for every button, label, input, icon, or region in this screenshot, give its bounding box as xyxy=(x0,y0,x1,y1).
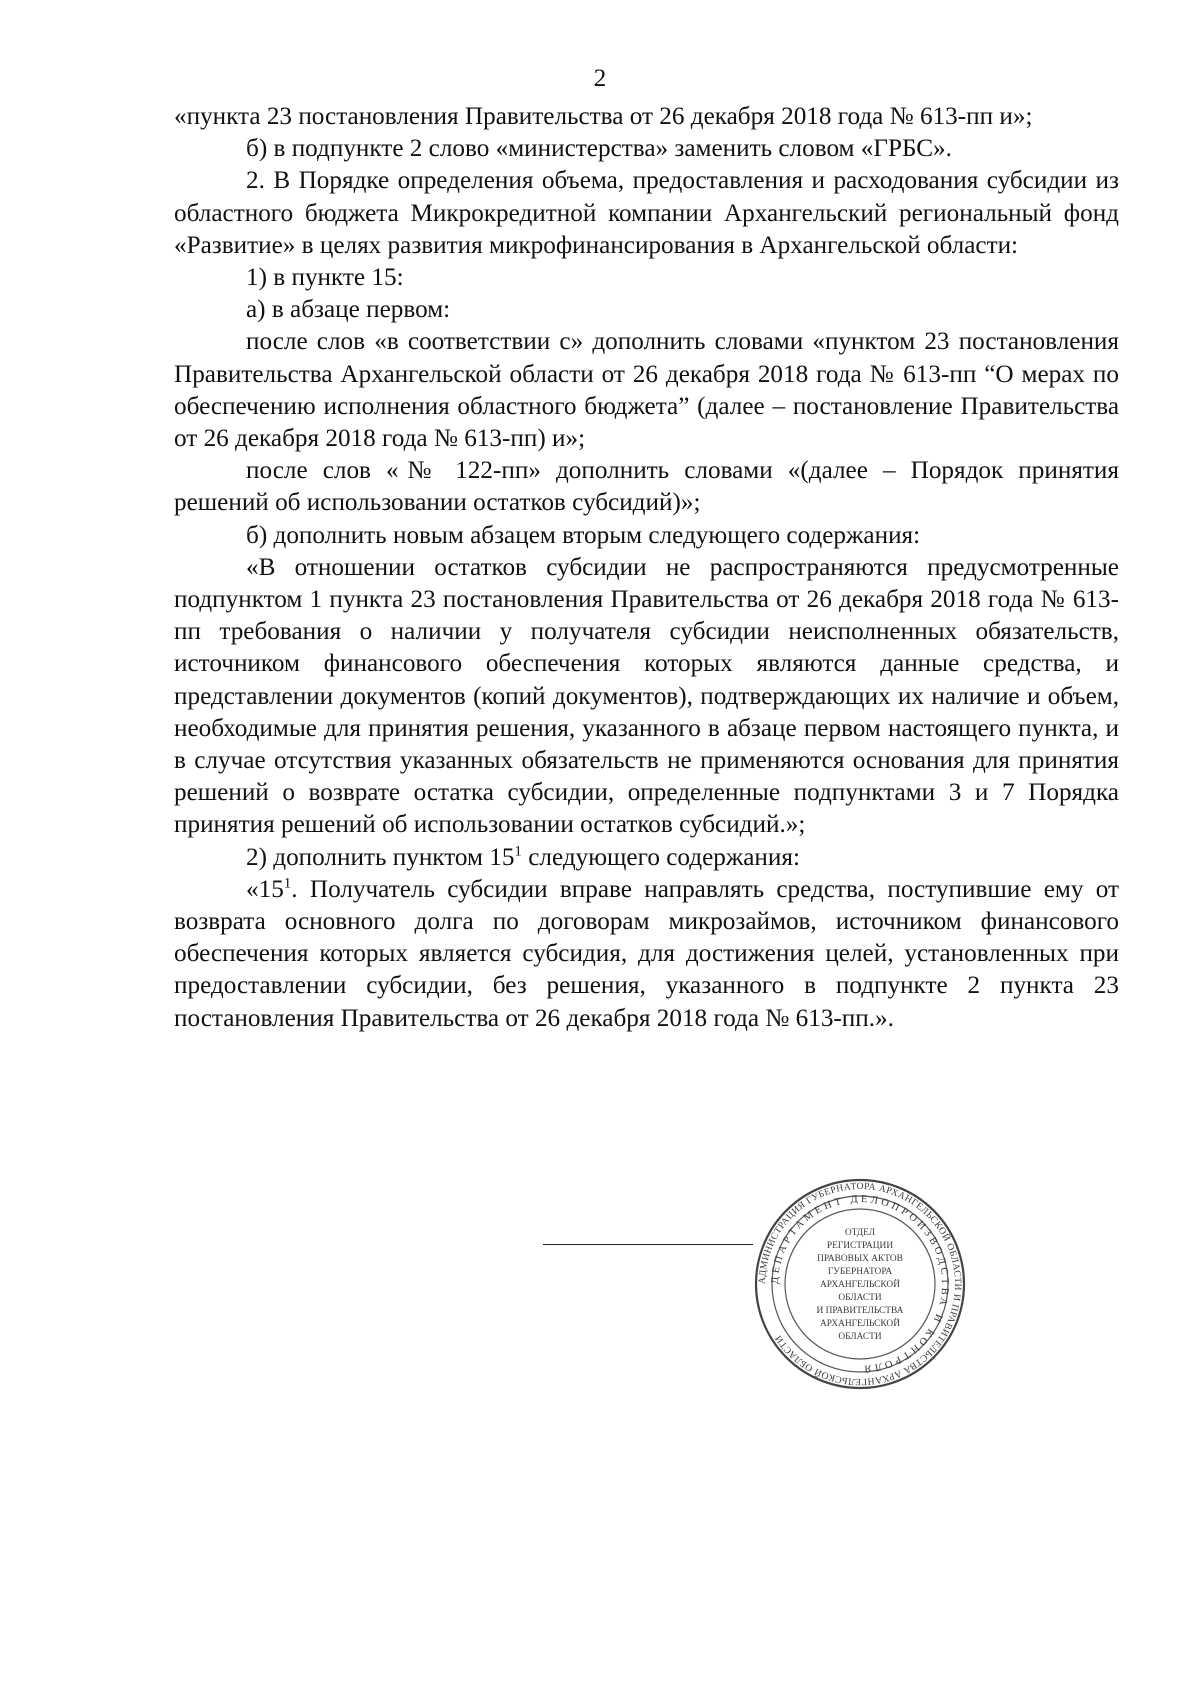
stamp-inner-ring-text: ДЕПАРТАМЕНТ ДЕЛОПРОИЗВОДСТВА И КОНТРОЛЯ xyxy=(769,1193,951,1375)
paragraph: б) дополнить новым абзацем вторым следующего содержания: xyxy=(246,521,921,549)
paragraph: а) в абзаце первом: xyxy=(246,296,451,324)
paragraph xyxy=(174,874,1119,1035)
svg-text:ОТДЕЛ: ОТДЕЛ xyxy=(844,1228,876,1238)
signature-line xyxy=(543,1244,753,1245)
svg-text:АРХАНГЕЛЬСКОЙ: АРХАНГЕЛЬСКОЙ xyxy=(820,1319,900,1329)
paragraph xyxy=(174,842,1119,874)
text-run: 2) дополнить пунктом 15 xyxy=(246,843,515,871)
svg-text:И ПРАВИТЕЛЬСТВА: И ПРАВИТЕЛЬСТВА xyxy=(816,1306,904,1316)
svg-text:РЕГИСТРАЦИИ: РЕГИСТРАЦИИ xyxy=(826,1241,894,1251)
stamp-center-text xyxy=(817,1228,904,1342)
text-run: . Получатель субсидии вправе направлять средства, поступившие ему от возврата основного долга по договорам микрозаймов, источником финансового обеспечения которых является субсидия, для достижения целей, установленных при предоставлении субсидии, без решения, указанного в подпункте 2 пункта 23 постановления Правительства от 26 декабря 2018 года № 613-пп.». xyxy=(174,875,1119,1032)
paragraph: 2. В Порядке определения объема, предоставления и расходования субсидии из областного бюджета Микрокредитной компании Архангельский региональный фонд «Развитие» в целях развития микрофинансирования в Архангельской области: xyxy=(174,167,1119,259)
paragraph: после слов «№ 122-пп» дополнить словами «(далее – Порядок принятия решений об использовании остатков субсидий)»; xyxy=(174,457,1119,517)
official-stamp xyxy=(752,1176,968,1392)
svg-text:ОБЛАСТИ: ОБЛАСТИ xyxy=(838,1293,882,1303)
svg-text:ОБЛАСТИ: ОБЛАСТИ xyxy=(838,1332,882,1342)
svg-text:ПРАВОВЫХ АКТОВ: ПРАВОВЫХ АКТОВ xyxy=(817,1254,903,1264)
svg-text:ГУБЕРНАТОРА: ГУБЕРНАТОРА xyxy=(827,1267,893,1277)
svg-text:АРХАНГЕЛЬСКОЙ: АРХАНГЕЛЬСКОЙ xyxy=(820,1280,900,1290)
text-run: «15 xyxy=(246,875,284,903)
document-body xyxy=(174,101,1119,1035)
paragraph: 1) в пункте 15: xyxy=(246,264,404,292)
paragraph: «пункта 23 постановления Правительства от 26 декабря 2018 года № 613-пп и»; xyxy=(174,103,1033,130)
superscript: 1 xyxy=(514,843,522,860)
paragraph: «В отношении остатков субсидии не распространяются предусмотренные подпунктом 1 пункта 23 постановления Правительства от 26 декабря 2018 года № 613-пп требования о наличии у получателя субсидии неисполненных обязательств, источником финансового обеспечения которых являются данные средства, и представлении документов (копий документов), подтверждающих их наличие и объем, необходимые для принятия решения, указанного в абзаце первом настоящего пункта, и в случае отсутствия указанных обязательств не применяются основания для принятия решений о возврате остатка субсидии, определенные подпунктами 3 и 7 Порядка принятия решений об использовании остатков субсидий.»; xyxy=(174,553,1119,839)
page-number: 2 xyxy=(593,65,607,92)
paragraph: после слов «в соответствии с» дополнить словами «пунктом 23 постановления Правительства Архангельской области от 26 декабря 2018 года № 613-пп “О мерах по обеспечению исполнения областного бюджета” (далее – постановление Правительства от 26 декабря 2018 года № 613-пп) и»; xyxy=(174,328,1119,453)
stamp-outer-ring-text: АДМИНИСТРАЦИЯ ГУБЕРНАТОРА АРХАНГЕЛЬСКОЙ ОБЛАСТИ И ПРАВИТЕЛЬСТВА АРХАНГЕЛЬСКОЙ ОБЛАСТИ xyxy=(756,1180,964,1388)
paragraph: б) в подпункте 2 слово «министерства» заменить словом «ГРБС». xyxy=(246,135,952,163)
superscript: 1 xyxy=(283,875,292,892)
stamp-seal-graphic xyxy=(752,1176,968,1392)
text-run: следующего содержания: xyxy=(521,843,800,871)
